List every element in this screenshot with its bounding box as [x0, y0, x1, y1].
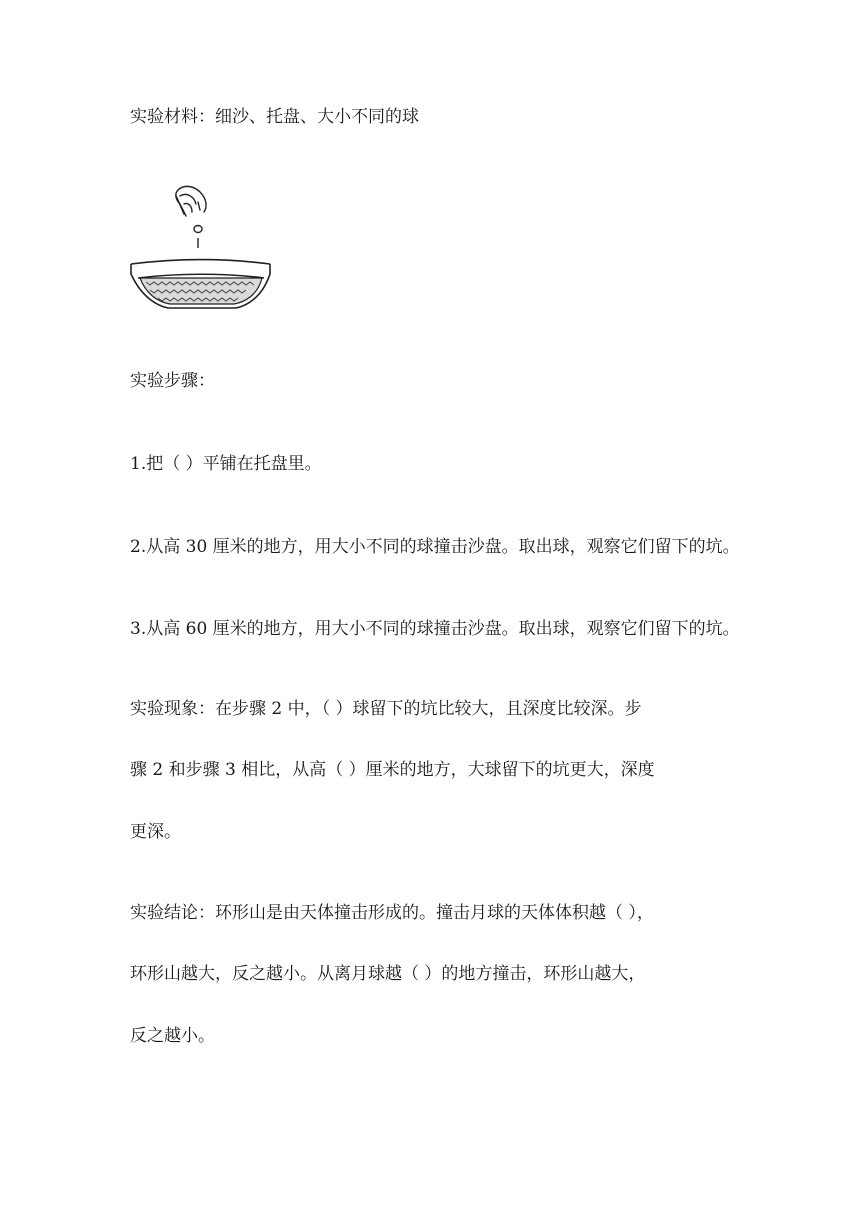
hand-icon [176, 186, 206, 216]
ball-icon [194, 226, 202, 249]
tray-icon [131, 260, 270, 309]
steps-heading: 实验步骤： [130, 371, 215, 391]
sand-tray-illustration [128, 182, 274, 318]
step-3: 3.从高 60 厘米的地方，用大小不同的球撞击沙盘。取出球，观察它们留下的坑。 [130, 619, 740, 639]
step-2: 2.从高 30 厘米的地方，用大小不同的球撞击沙盘。取出球，观察它们留下的坑。 [130, 537, 740, 557]
materials-line: 实验材料：细沙、托盘、大小不同的球 [130, 107, 419, 127]
phenomenon-line-1: 实验现象：在步骤 2 中，（ ）球留下的坑比较大，且深度比较深。步 [130, 699, 642, 719]
conclusion-line-3: 反之越小。 [130, 1026, 215, 1046]
conclusion-line-1: 实验结论：环形山是由天体撞击形成的。撞击月球的天体体积越（ ）， [130, 903, 654, 923]
conclusion-line-2: 环形山越大，反之越小。从离月球越（ ）的地方撞击，环形山越大， [130, 964, 646, 984]
phenomenon-line-3: 更深。 [130, 822, 181, 842]
phenomenon-line-2: 骤 2 和步骤 3 相比，从高（ ）厘米的地方，大球留下的坑更大，深度 [130, 760, 655, 780]
step-1: 1.把（ ）平铺在托盘里。 [130, 454, 322, 474]
